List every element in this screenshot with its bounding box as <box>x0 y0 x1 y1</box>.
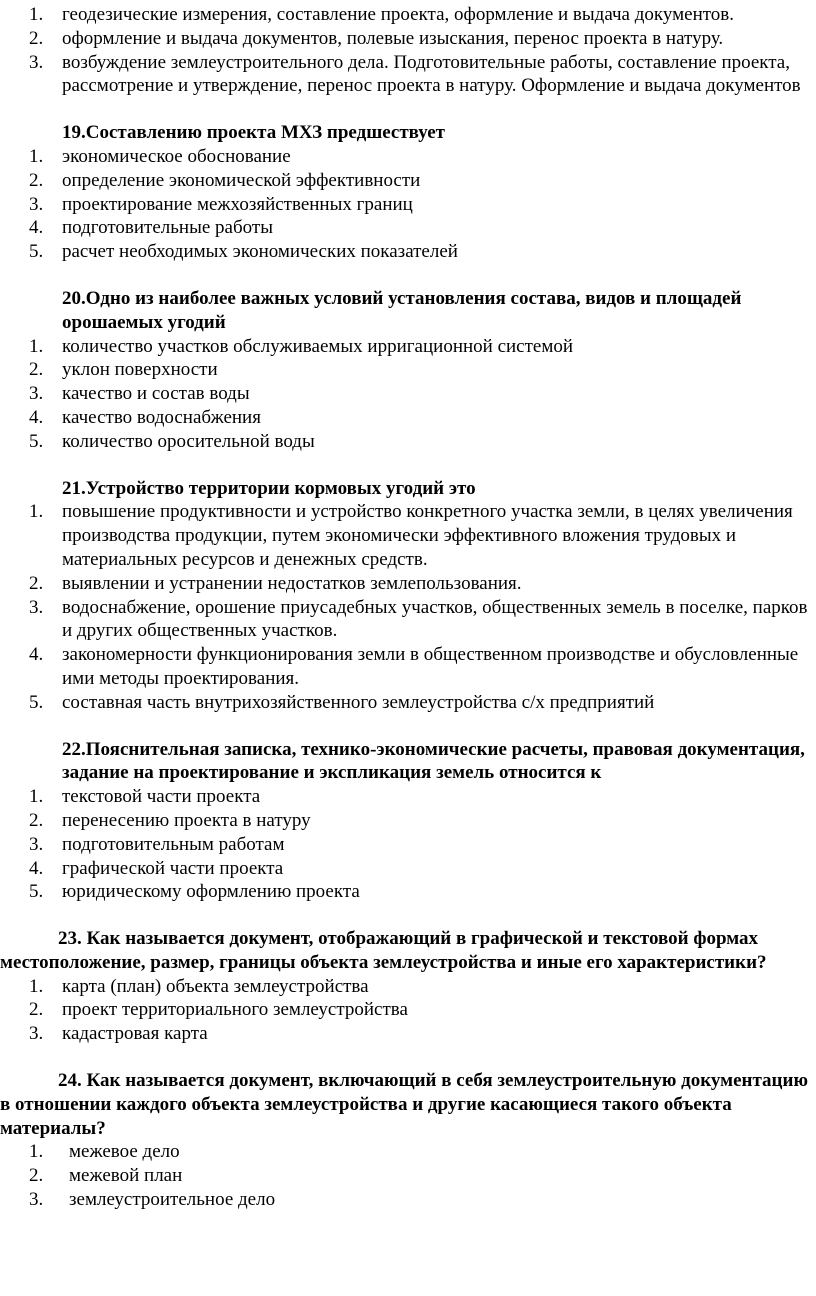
answer-item: 4. графической части проекта <box>29 857 284 879</box>
item-number: 4. <box>29 644 44 666</box>
item-number: 5. <box>29 691 44 713</box>
answer-list-q21 <box>0 500 816 714</box>
item-number: 2. <box>29 359 44 381</box>
item-number: 5. <box>29 241 44 263</box>
answer-item: 1. карта (план) объекта землеустройства <box>29 975 369 997</box>
answer-list-q20 <box>0 335 816 454</box>
answer-item: 2. перенесению проекта в натуру <box>29 809 311 831</box>
answer-item: 1. повышение продуктивности и устройство конкретного участка земли, в целях увеличения производства продукции, путем экономически эффективного вложения трудовых и материальных ресурсов и денежных средств. <box>29 501 793 570</box>
answer-list-q23 <box>0 975 816 1046</box>
answer-list-q22 <box>0 785 816 904</box>
item-number: 3. <box>29 383 44 405</box>
answer-item: 1. межевое дело <box>29 1141 180 1163</box>
answer-item: 2. уклон поверхности <box>29 359 218 381</box>
item-number: 4. <box>29 217 44 239</box>
question-title-19: 19.Составлению проекта МХЗ предшествует <box>62 122 445 144</box>
answer-item: 2. проект территориального землеустройства <box>29 999 408 1021</box>
item-number: 1. <box>29 501 44 523</box>
question-title-24: 24. Как называется документ, включающий в себя землеустроительную документацию в отношении каждого объекта землеустройства и другие касающиеся такого объекта материалы? <box>0 1070 808 1139</box>
answer-item: 3. подготовительным работам <box>29 833 285 855</box>
answer-list-q24 <box>0 1140 816 1211</box>
item-number: 1. <box>29 145 44 167</box>
answer-item: 4. закономерности функционирования земли в общественном производстве и обусловленные ими методы проектирования. <box>29 644 799 689</box>
answer-item: 5. количество оросительной воды <box>29 430 315 452</box>
answer-item: 2. оформление и выдача документов, полевые изыскания, перенос проекта в натуру. <box>29 27 724 49</box>
item-number: 2. <box>29 169 44 191</box>
item-number: 1. <box>29 786 44 808</box>
item-number: 2. <box>29 572 44 594</box>
question-title-23: 23. Как называется документ, отображающий в графической и текстовой формах местоположение, размер, границы объекта землеустройства и иные его характеристики? <box>0 928 767 973</box>
item-number: 3. <box>29 1023 44 1045</box>
item-number: 2. <box>29 809 44 831</box>
answer-item: 4. качество водоснабжения <box>29 406 261 428</box>
answer-item: 3. водоснабжение, орошение приусадебных участков, общественных земель в поселке, парков и других общественных участков. <box>29 596 808 642</box>
answer-item: 3. качество и состав воды <box>29 383 250 405</box>
document-page <box>0 3 816 1212</box>
answer-item: 1. текстовой части проекта <box>29 786 261 808</box>
question-title-21: 21.Устройство территории кормовых угодий это <box>62 477 476 499</box>
answer-item: 2. определение экономической эффективности <box>29 169 421 191</box>
question-title-22: 22.Пояснительная записка, технико-экономические расчеты, правовая документация, задание на проектирование и экспликация земель относится к <box>62 738 805 784</box>
answer-item: 3. возбуждение землеустроительного дела. Подготовительные работы, составление проекта, рассмотрение и утверждение, перенос проекта в натуру. Оформление и выдача документов <box>29 51 801 97</box>
item-number: 3. <box>29 833 44 855</box>
answer-list-q19 <box>0 145 816 264</box>
answer-item: 1. количество участков обслуживаемых ирригационной системой <box>29 335 574 357</box>
answer-item: 5. юридическому оформлению проекта <box>29 881 360 903</box>
answer-item: 3. кадастровая карта <box>29 1023 208 1045</box>
answer-item: 2. выявлении и устранении недостатков землепользования. <box>29 572 522 594</box>
answer-list-q18 <box>0 3 816 98</box>
item-number: 3. <box>29 51 44 73</box>
item-number: 4. <box>29 406 44 428</box>
answer-item: 2. межевой план <box>29 1165 183 1187</box>
item-number: 5. <box>29 881 44 903</box>
answer-item: 5. составная часть внутрихозяйственного землеустройства с/х предприятий <box>29 691 655 713</box>
item-number: 4. <box>29 857 44 879</box>
answer-item: 1. экономическое обоснование <box>29 145 291 167</box>
item-number: 2. <box>29 999 44 1021</box>
answer-item: 1. геодезические измерения, составление проекта, оформление и выдача документов. <box>29 4 735 25</box>
answer-item: 3. землеустроительное дело <box>29 1189 276 1211</box>
answer-item: 3. проектирование межхозяйственных границ <box>29 193 413 215</box>
question-title-20: 20.Одно из наиболее важных условий установления состава, видов и площадей орошаемых угодий <box>62 287 742 333</box>
item-number: 2. <box>29 27 44 49</box>
item-number: 1. <box>29 975 44 997</box>
item-number: 5. <box>29 430 44 452</box>
answer-item: 5. расчет необходимых экономических показателей <box>29 241 458 263</box>
item-number: 1. <box>29 4 44 25</box>
item-number: 1. <box>29 335 44 357</box>
item-number: 1. <box>29 1141 44 1163</box>
answer-item: 4. подготовительные работы <box>29 217 273 239</box>
item-number: 2. <box>29 1165 44 1187</box>
item-number: 3. <box>29 1189 44 1211</box>
item-number: 3. <box>29 193 44 215</box>
item-number: 3. <box>29 596 44 618</box>
